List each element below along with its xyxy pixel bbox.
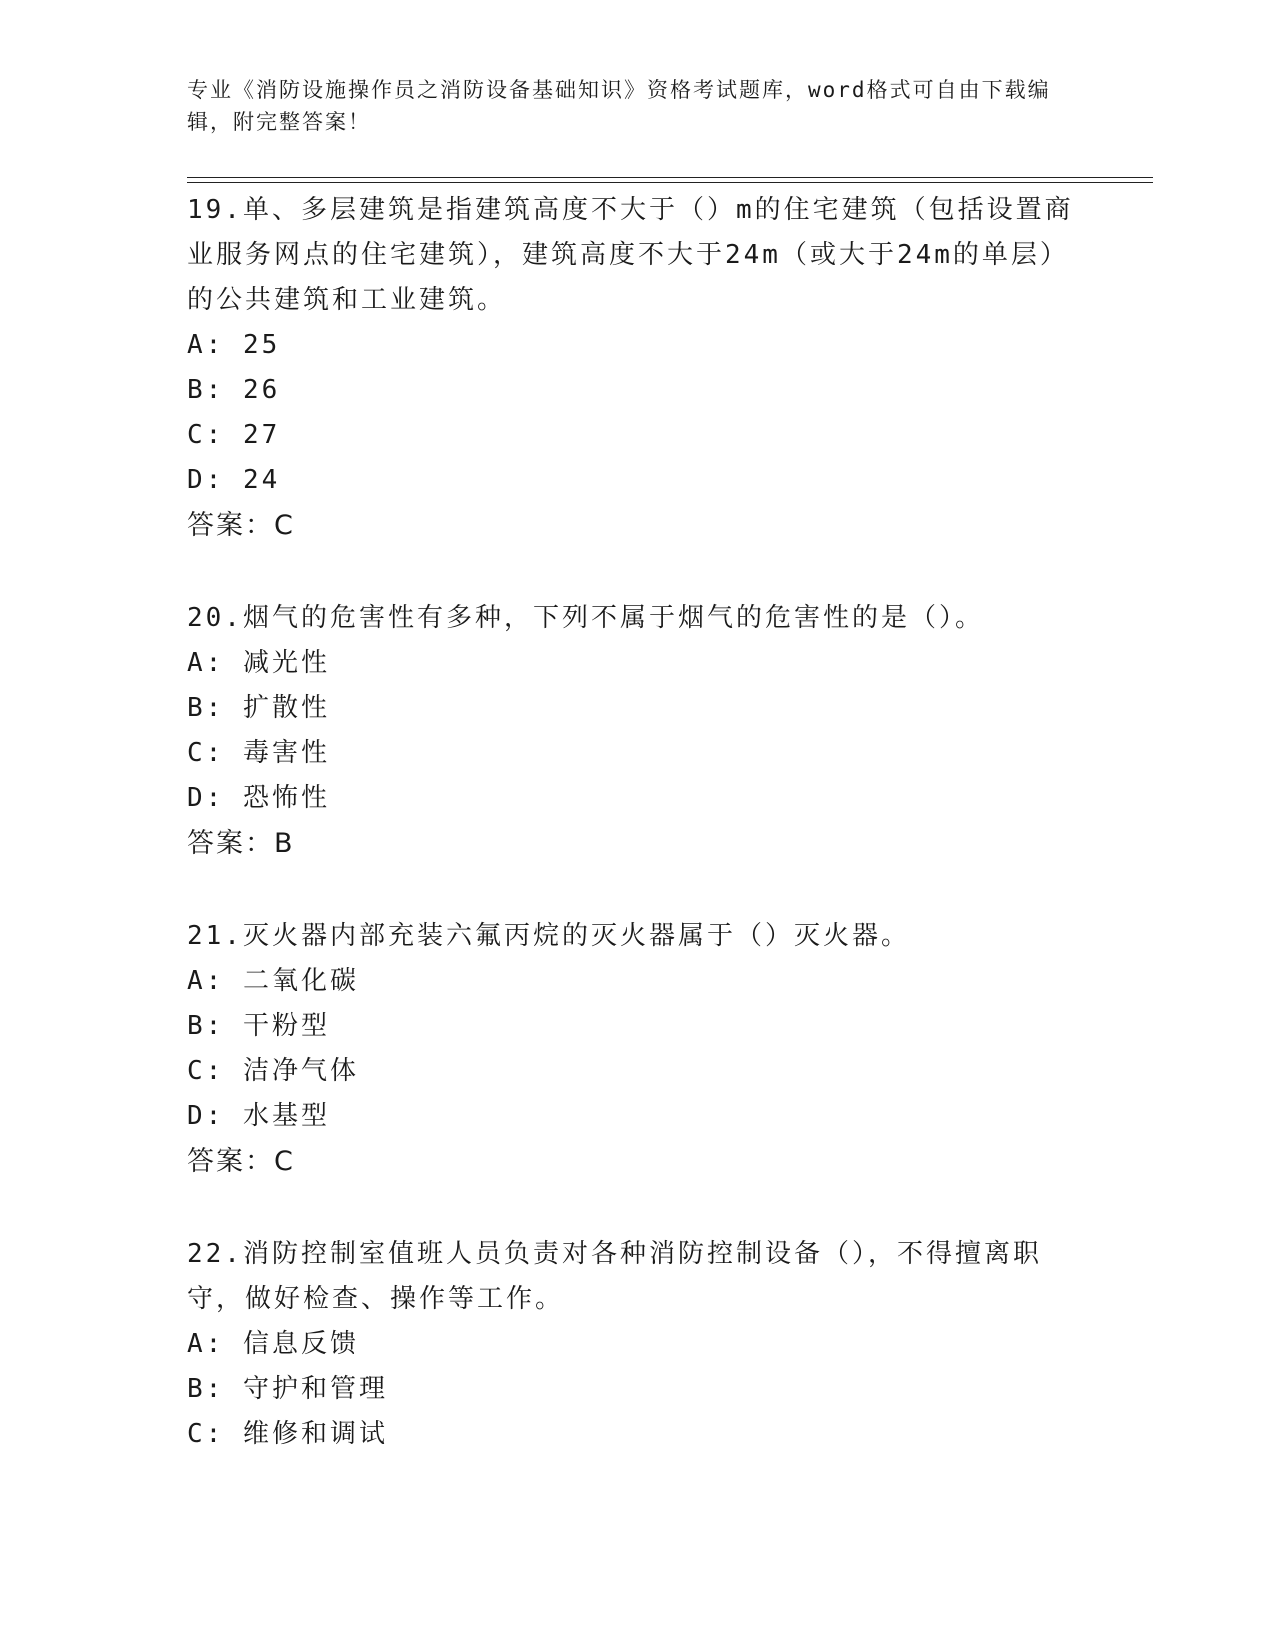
spacer — [187, 548, 1087, 596]
option-d: D: 24 — [187, 465, 281, 495]
option-a: A: 信息反馈 — [187, 1329, 359, 1359]
answer: 答案：C — [187, 510, 295, 541]
option-d: D: 恐怖性 — [187, 783, 330, 813]
question-19 — [187, 188, 1087, 548]
option-c: C: 毒害性 — [187, 738, 330, 768]
question-22 — [187, 1232, 1087, 1457]
option-a: A: 二氧化碳 — [187, 966, 359, 996]
answer: 答案：C — [187, 1146, 295, 1177]
option-c: C: 27 — [187, 420, 281, 450]
document-header: 专业《消防设施操作员之消防设备基础知识》资格考试题库，word格式可自由下载编辑，附完整答案！ — [187, 78, 1051, 134]
question-stem: 20.烟气的危害性有多种，下列不属于烟气的危害性的是（）。 — [187, 603, 984, 633]
option-b: B: 扩散性 — [187, 693, 330, 723]
option-a: A: 减光性 — [187, 648, 330, 678]
option-d: D: 水基型 — [187, 1101, 330, 1131]
option-b: B: 26 — [187, 375, 281, 405]
question-stem: 19.单、多层建筑是指建筑高度不大于（）m的住宅建筑（包括设置商业服务网点的住宅建筑），建筑高度不大于24m（或大于24m的单层）的公共建筑和工业建筑。 — [187, 195, 1074, 315]
header-divider-top — [187, 177, 1153, 178]
spacer — [187, 866, 1087, 914]
option-b: B: 干粉型 — [187, 1011, 330, 1041]
option-b: B: 守护和管理 — [187, 1374, 388, 1404]
question-21 — [187, 914, 1087, 1184]
question-stem: 22.消防控制室值班人员负责对各种消防控制设备（），不得擅离职守，做好检查、操作等工作。 — [187, 1239, 1042, 1314]
option-c: C: 洁净气体 — [187, 1056, 359, 1086]
question-20 — [187, 596, 1087, 866]
question-stem: 21.灭火器内部充装六氟丙烷的灭火器属于（）灭火器。 — [187, 921, 910, 951]
answer: 答案：B — [187, 828, 295, 859]
option-a: A: 25 — [187, 330, 281, 360]
spacer — [187, 1184, 1087, 1232]
option-c: C: 维修和调试 — [187, 1419, 388, 1449]
header-divider-bottom — [187, 182, 1153, 183]
question-list — [187, 188, 1087, 1457]
